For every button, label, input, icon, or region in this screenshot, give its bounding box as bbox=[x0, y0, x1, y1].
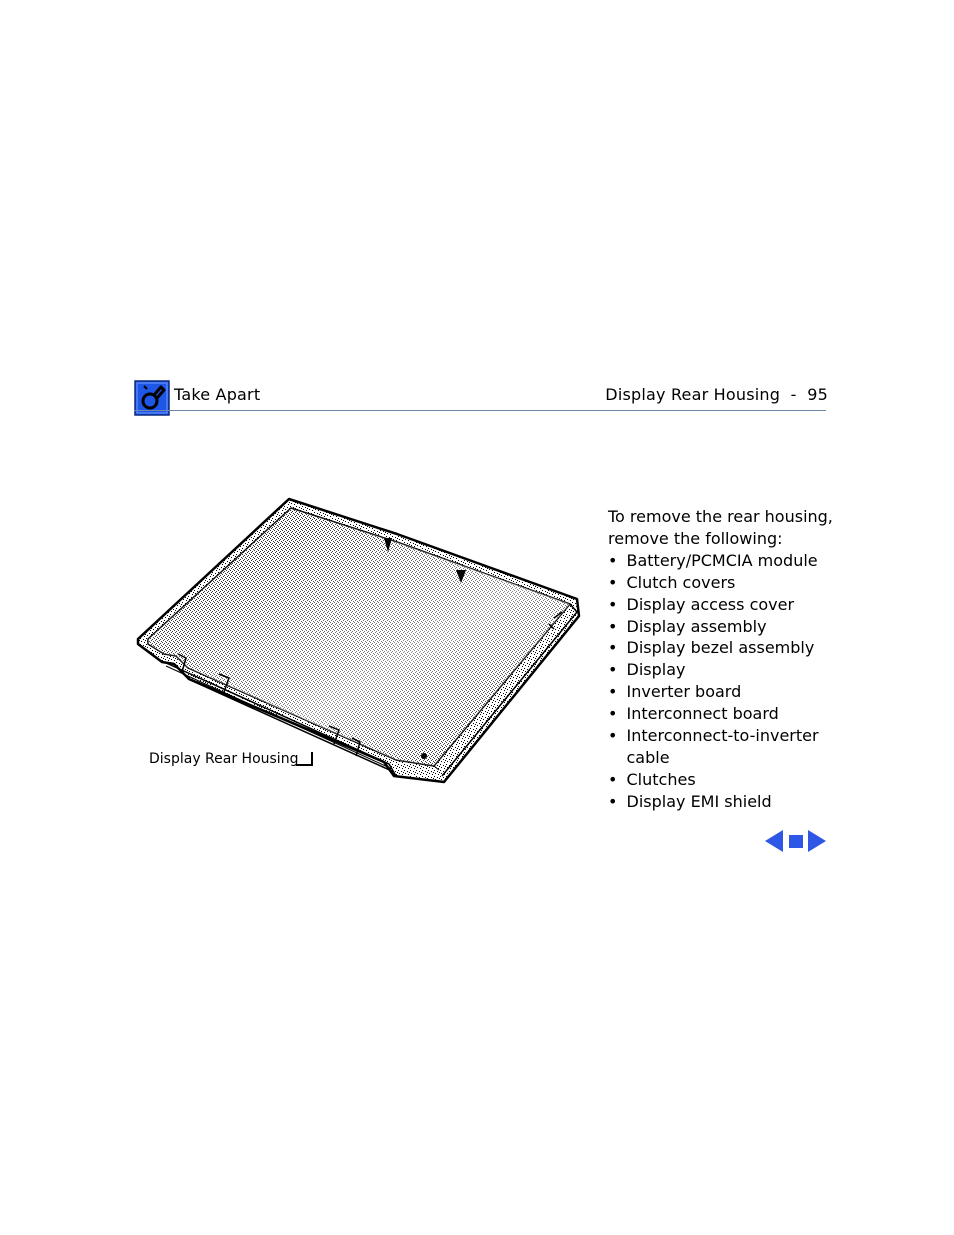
list-item: • Clutch covers bbox=[608, 572, 838, 594]
list-item: • Battery/PCMCIA module bbox=[608, 550, 838, 572]
list-item: • Display access cover bbox=[608, 594, 838, 616]
list-item: • Display bbox=[608, 659, 838, 681]
section-title: Take Apart bbox=[174, 385, 261, 404]
list-item: • Display bezel assembly bbox=[608, 637, 838, 659]
instructions-panel bbox=[608, 506, 838, 813]
display-rear-housing-illustration bbox=[134, 494, 582, 786]
list-item: • Inverter board bbox=[608, 681, 838, 703]
list-item: • Interconnect-to-inverter cable bbox=[608, 725, 838, 769]
page-navigation bbox=[765, 830, 827, 853]
callout-label: Display Rear Housing bbox=[149, 751, 299, 767]
instructions-intro: To remove the rear housing, remove the following: bbox=[608, 507, 833, 548]
list-item: • Interconnect board bbox=[608, 703, 838, 725]
list-item: • Clutches bbox=[608, 769, 838, 791]
list-item: • Display EMI shield bbox=[608, 791, 838, 813]
left-arrow-icon[interactable] bbox=[765, 830, 783, 852]
callout-leader-line bbox=[296, 751, 314, 765]
page-title: Display Rear Housing - 95 bbox=[605, 385, 828, 404]
parts-list bbox=[608, 550, 838, 813]
list-item: • Display assembly bbox=[608, 616, 838, 638]
header-divider bbox=[134, 410, 826, 411]
right-arrow-icon[interactable] bbox=[808, 830, 826, 852]
stop-square-icon[interactable] bbox=[789, 835, 803, 848]
